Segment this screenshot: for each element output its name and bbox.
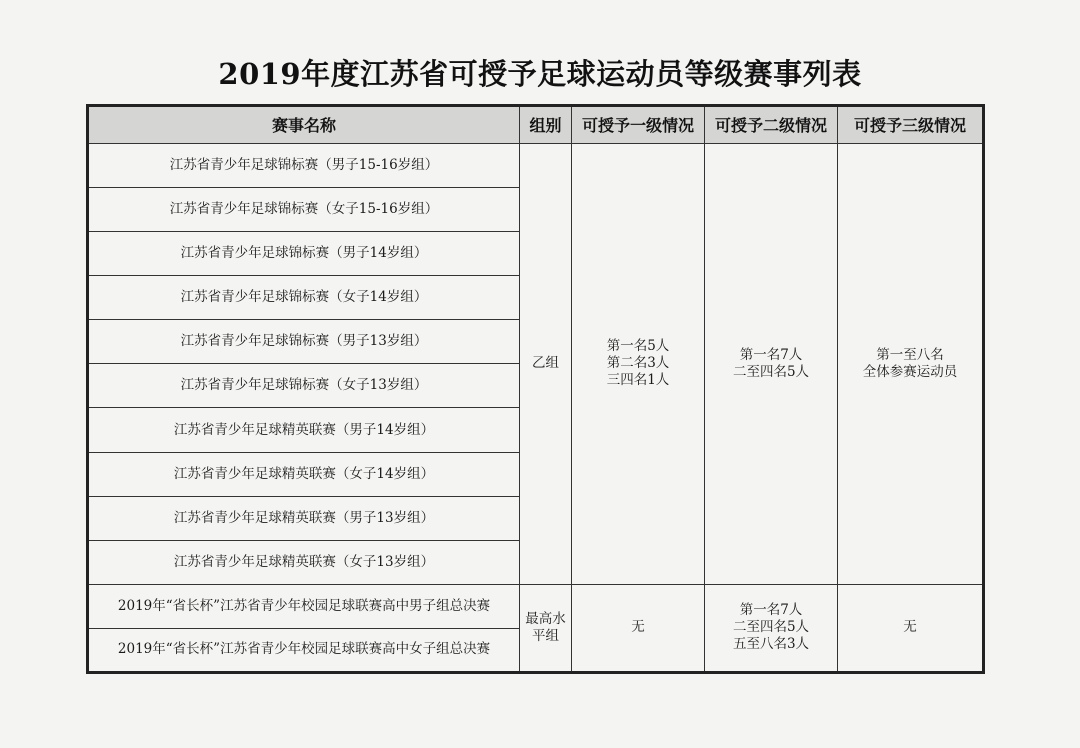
event-name-cell: 2019年“省长杯”江苏省青少年校园足球联赛高中女子组总决赛 bbox=[88, 628, 520, 672]
event-name-cell: 江苏省青少年足球精英联赛（女子14岁组） bbox=[88, 452, 520, 496]
event-name-cell: 江苏省青少年足球精英联赛（女子13岁组） bbox=[88, 540, 520, 584]
table-row bbox=[88, 144, 984, 188]
event-name-cell: 江苏省青少年足球锦标赛（女子14岁组） bbox=[88, 276, 520, 320]
event-name-cell: 江苏省青少年足球精英联赛（男子14岁组） bbox=[88, 408, 520, 452]
level2-cell-b: 第一名7人 二至四名5人 bbox=[705, 144, 838, 585]
table-row bbox=[88, 584, 984, 628]
event-name-cell: 江苏省青少年足球锦标赛（女子15-16岁组） bbox=[88, 188, 520, 232]
event-name-cell: 江苏省青少年足球锦标赛（男子13岁组） bbox=[88, 320, 520, 364]
header-level-1: 可授予一级情况 bbox=[572, 106, 705, 144]
level3-cell-top: 无 bbox=[838, 584, 984, 672]
page-title: 2019年度江苏省可授予足球运动员等级赛事列表 bbox=[218, 57, 862, 91]
event-name-cell: 江苏省青少年足球精英联赛（男子13岁组） bbox=[88, 496, 520, 540]
event-table bbox=[86, 104, 985, 674]
event-name-cell: 江苏省青少年足球锦标赛（男子14岁组） bbox=[88, 232, 520, 276]
event-name-cell: 2019年“省长杯”江苏省青少年校园足球联赛高中男子组总决赛 bbox=[88, 584, 520, 628]
table-header-row bbox=[88, 106, 984, 144]
header-level-3: 可授予三级情况 bbox=[838, 106, 984, 144]
header-event-name: 赛事名称 bbox=[88, 106, 520, 144]
level1-cell-b: 第一名5人 第二名3人 三四名1人 bbox=[572, 144, 705, 585]
group-cell-b: 乙组 bbox=[520, 144, 572, 585]
level1-cell-top: 无 bbox=[572, 584, 705, 672]
header-level-2: 可授予二级情况 bbox=[705, 106, 838, 144]
level2-cell-top: 第一名7人 二至四名5人 五至八名3人 bbox=[705, 584, 838, 672]
level3-cell-b: 第一至八名 全体参赛运动员 bbox=[838, 144, 984, 585]
event-name-cell: 江苏省青少年足球锦标赛（女子13岁组） bbox=[88, 364, 520, 408]
group-cell-top: 最高水平组 bbox=[520, 584, 572, 672]
header-group: 组别 bbox=[520, 106, 572, 144]
event-name-cell: 江苏省青少年足球锦标赛（男子15-16岁组） bbox=[88, 144, 520, 188]
